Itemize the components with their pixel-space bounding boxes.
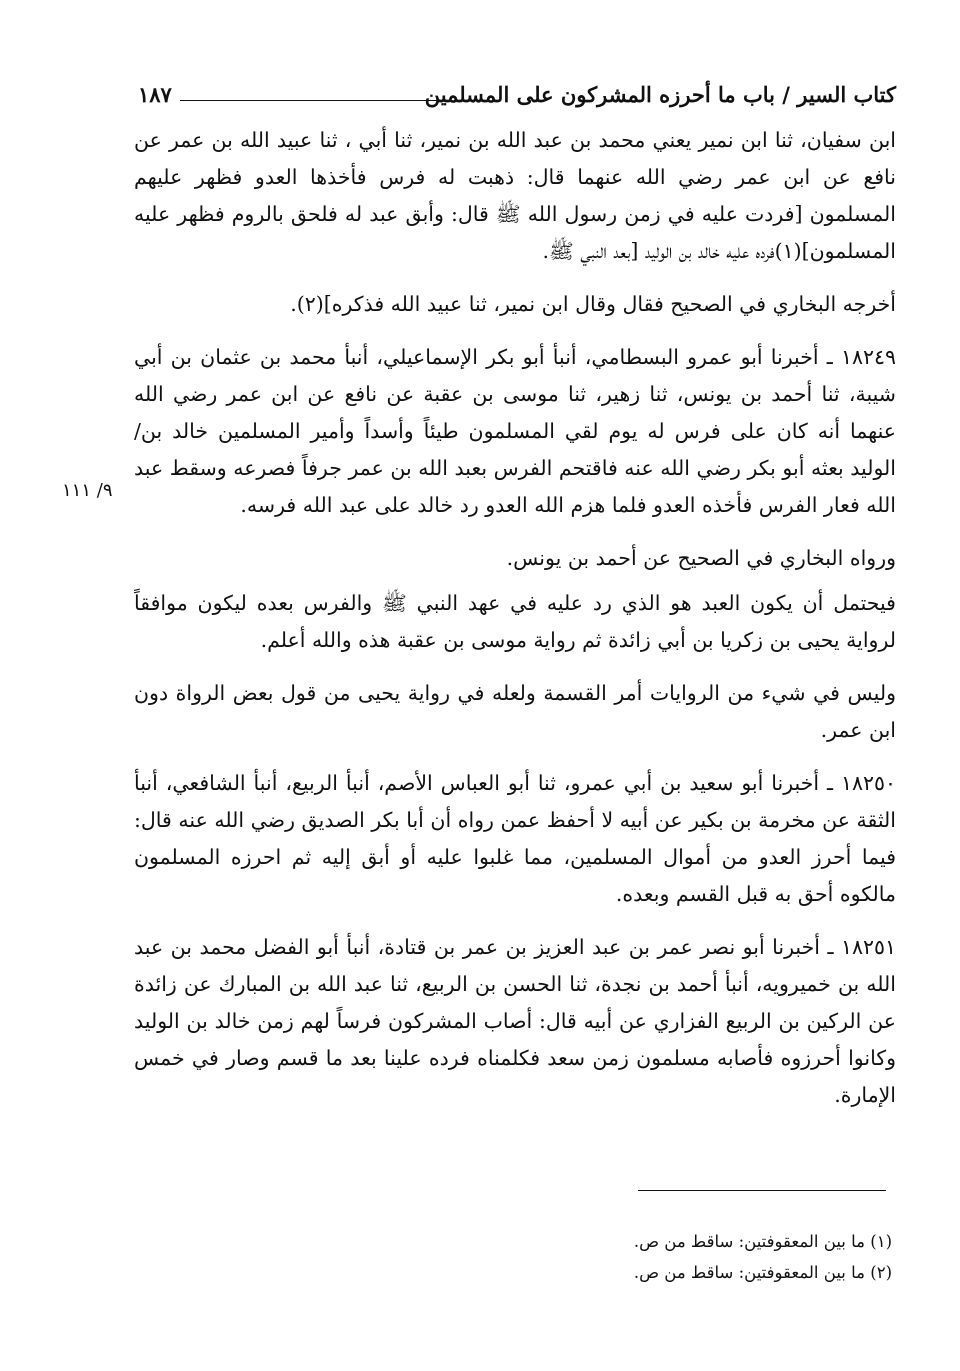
- manuscript-margin-reference: ٩/ ١١١: [62, 480, 113, 501]
- paragraph: ورواه البخاري في الصحيح عن أحمد بن يونس.: [506, 546, 896, 570]
- running-title: كتاب السير / باب ما أحرزه المشركون على المسلمين: [424, 82, 896, 107]
- header-rule: [180, 100, 441, 101]
- page-number: ١٨٧: [138, 82, 172, 107]
- paragraph: ١٨٢٥٠ ـ أخبرنا أبو سعيد بن أبي عمرو، ثنا أبو العباس الأصم، أنبأ الربيع، أنبأ الشافعي، أنبأ الثقة عن مخرمة بن بكير عن أبيه لا أحفظ عمن رواه أن أبا بكر الصديق رضي الله عنه قال: فيما أحرز العدو من أموال المسلمين، مما غلبوا عليه أو أبق إليه ثم احرزه المسلمون مالكوه أحق به قبل القسم وبعده.: [134, 771, 896, 906]
- paragraph: أخرجه البخاري في الصحيح فقال وقال ابن نمير، ثنا عبيد الله فذكره](٢).: [290, 292, 896, 316]
- footnotes: [400, 1226, 892, 1288]
- footnote-separator: [638, 1190, 886, 1191]
- paragraph: ١٨٢٥١ ـ أخبرنا أبو نصر عمر بن عبد العزيز بن عمر بن قتادة، أنبأ أبو الفضل محمد بن عبد الله بن خميرويه، أنبأ أحمد بن نجدة، ثنا الحسن بن الربيع، ثنا عبد الله بن المبارك عن زائدة عن الركين بن الربيع الفزاري عن أبيه قال: أصاب المشركون فرساً لهم زمن خالد بن الوليد وكانوا أحرزوه فأصابه مسلمون زمن سعد فكلمناه فرده علينا بعد ما قسم وصار في خمس الإمارة.: [134, 935, 896, 1107]
- paragraph: ١٨٢٤٩ ـ أخبرنا أبو عمرو البسطامي، أنبأ أبو بكر الإسماعيلي، أنبأ محمد بن عثمان بن أبي شيبة، ثنا أحمد بن يونس، ثنا زهير، ثنا موسى بن عقبة عن نافع عن ابن عمر رضي الله عنهما أنه كان على فرس له يوم لقي المسلمون طيئاً وأسداً وأمير المسلمين خالد بن/ الوليد بعثه أبو بكر رضي الله عنه فاقتحم الفرس بعبد الله بن عمر جرفاً فصرعه وسقط عبد الله فعار الفرس فأخذه العدو فلما هزم الله العدو رد خالد على عبد الله فرسه.: [134, 345, 896, 517]
- paragraph: وليس في شيء من الروايات أمر القسمة ولعله في رواية يحيى من قول بعض الرواة دون ابن عمر.: [134, 681, 896, 742]
- body-text: [134, 122, 896, 1130]
- footnote: (٢) ما بين المعقوفتين: ساقط من ص.: [633, 1263, 892, 1282]
- page-header: [138, 80, 896, 114]
- paragraph: ابن سفيان، ثنا ابن نمير يعني محمد بن عبد الله بن نمير، ثنا أبي ، ثنا عبيد الله بن عمر عن نافع عن ابن عمر رضي الله عنهما قال: ذهبت له فرس فأخذها العدو فظهر عليهم المسلمون [فردت عليه في زمن رسول الله ﷺ قال: وأبق عبد له فلحق بالروم فظهر عليه المسلمون](١)فرده عليه خالد بن الوليد [بعد النبي ﷺ.: [134, 128, 896, 263]
- paragraph: فيحتمل أن يكون العبد هو الذي رد عليه في عهد النبي ﷺ والفرس بعده ليكون موافقاً لرواية يحيى بن زكريا بن أبي زائدة ثم رواية موسى بن عقبة هذه والله أعلم.: [134, 591, 896, 652]
- footnote: (١) ما بين المعقوفتين: ساقط من ص.: [633, 1232, 892, 1251]
